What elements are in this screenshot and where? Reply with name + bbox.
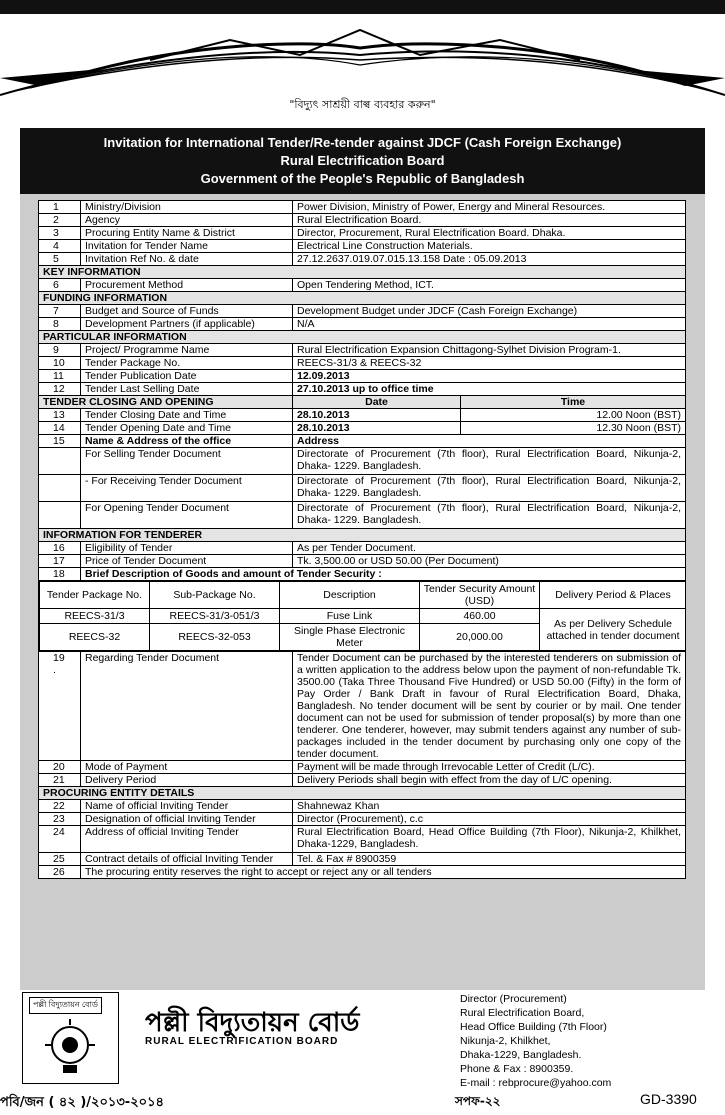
bulb-icon	[23, 993, 118, 1083]
reference-code: সপফ-২২	[455, 1094, 501, 1108]
goods-header-row: Tender Package No. Sub-Package No. Description Tender Security Amount (USD) Delivery Period & Places	[40, 582, 686, 609]
row-value: Rural Electrification Board.	[293, 214, 686, 227]
board-name-english: RURAL ELECTRIFICATION BOARD	[145, 1036, 339, 1047]
table-row: 12 Tender Last Selling Date 27.10.2013 up to office time	[39, 383, 686, 396]
table-row: 4 Invitation for Tender Name Electrical Line Construction Materials.	[39, 240, 686, 253]
goods-row: REECS-32 REECS-32-053 Single Phase Electronic Meter 20,000.00	[40, 624, 686, 651]
tender-table	[38, 200, 686, 879]
row-label: Procuring Entity Name & District	[81, 227, 293, 240]
table-row: 7 Budget and Source of Funds Development Budget under JDCF (Cash Foreign Exchange)	[39, 305, 686, 318]
table-row: For Opening Tender Document Directorate of Procurement (7th floor), Rural Electrification Board, Nikunja-2, Dhaka- 1229. Bangladesh.	[39, 502, 686, 529]
table-row: 21 Delivery Period Delivery Periods shall begin with effect from the day of L/C opening.	[39, 774, 686, 787]
row-value: Electrical Line Construction Materials.	[293, 240, 686, 253]
logo	[22, 992, 119, 1084]
section-heading: PROCURING ENTITY DETAILS	[39, 787, 686, 800]
goods-row: REECS-31/3 REECS-31/3-051/3 Fuse Link 460.00 As per Delivery Schedule attached in tender document	[40, 609, 686, 624]
table-row: For Selling Tender Document Directorate of Procurement (7th floor), Rural Electrification Board, Nikunja-2, Dhaka- 1229. Bangladesh.	[39, 448, 686, 475]
table-row: 15 Name & Address of the office Address	[39, 435, 686, 448]
table-row: 3 Procuring Entity Name & District Director, Procurement, Rural Electrification Board. Dhaka.	[39, 227, 686, 240]
footer	[20, 992, 705, 1092]
table-row: 1 Ministry/Division Power Division, Ministry of Power, Energy and Mineral Resources.	[39, 201, 686, 214]
section-heading: PARTICULAR INFORMATION	[39, 331, 686, 344]
section-heading: KEY INFORMATION	[39, 266, 686, 279]
table-row: 17 Price of Tender Document Tk. 3,500.00 or USD 50.00 (Per Document)	[39, 555, 686, 568]
slogan-text: "বিদ্যুৎ সাশ্রয়ী বাল্ব ব্যবহার করুন"	[289, 98, 436, 111]
decorative-lightning-graphic	[0, 0, 725, 96]
table-row: 6 Procurement Method Open Tendering Method, ICT.	[39, 279, 686, 292]
goods-table	[39, 581, 686, 651]
table-row: 26 The procuring entity reserves the right to accept or reject any or all tenders	[39, 866, 686, 879]
row-value: Director, Procurement, Rural Electrification Board. Dhaka.	[293, 227, 686, 240]
table-row: 20 Mode of Payment Payment will be made through Irrevocable Letter of Credit (L/C).	[39, 761, 686, 774]
title-bar	[20, 128, 705, 194]
header-banner	[0, 0, 725, 125]
table-row: 25 Contract details of official Inviting Tender Tel. & Fax # 8900359	[39, 853, 686, 866]
logo-tag: পল্লী বিদ্যুতায়ন বোর্ড	[29, 997, 102, 1014]
table-row: 24 Address of official Inviting Tender Rural Electrification Board, Head Office Building (7th Floor), Nikunja-2, Khilkhet, Dhaka-1229, Bangladesh.	[39, 826, 686, 853]
row-label: Invitation Ref No. & date	[81, 253, 293, 266]
table-row: 13 Tender Closing Date and Time 28.10.2013 12.00 Noon (BST)	[39, 409, 686, 422]
row-value: 27.12.2637.019.07.015.13.158 Date : 05.09.2013	[293, 253, 686, 266]
row-label: Agency	[81, 214, 293, 227]
table-row: 8 Development Partners (if applicable) N/A	[39, 318, 686, 331]
goods-table-row	[39, 581, 686, 652]
table-row: 18 Brief Description of Goods and amount of Tender Security :	[39, 568, 686, 581]
title-line-3: Government of the People's Republic of Bangladesh	[200, 171, 525, 186]
row-label: Invitation for Tender Name	[81, 240, 293, 253]
row-value: Power Division, Ministry of Power, Energy and Mineral Resources.	[293, 201, 686, 214]
board-name-bangla: পল্লী বিদ্যুতায়ন বোর্ড	[145, 1008, 360, 1038]
title-line-2: Rural Electrification Board	[280, 153, 445, 168]
gd-code: GD-3390	[640, 1091, 697, 1107]
table-row: 10 Tender Package No. REECS-31/3 & REECS-32	[39, 357, 686, 370]
contact-block: Director (Procurement) Rural Electrification Board, Head Office Building (7th Floor) Nikunja-2, Khilkhet, Dhaka-1229, Bangladesh. Phone & Fax : 8900359. E-mail : rebprocure@yahoo.com	[460, 993, 612, 1089]
section-heading: INFORMATION FOR TENDERER	[39, 529, 686, 542]
table-row: 16 Eligibility of Tender As per Tender Document.	[39, 542, 686, 555]
table-row: - For Receiving Tender Document Directorate of Procurement (7th floor), Rural Electrification Board, Nikunja-2, Dhaka- 1229. Bangladesh.	[39, 475, 686, 502]
table-row: 22 Name of official Inviting Tender Shahnewaz Khan	[39, 800, 686, 813]
row-label: Ministry/Division	[81, 201, 293, 214]
table-row: 9 Project/ Programme Name Rural Electrification Expansion Chittagong-Sylhet Division Program-1.	[39, 344, 686, 357]
section-heading: FUNDING INFORMATION	[39, 292, 686, 305]
table-row: 19 . Regarding Tender Document Tender Document can be purchased by the interested tenderers on submission of a written application to the address below upon the payment of non-refundable Tk. 3500.00 (Taka Three Thousand Five Hundred) or USD 50.00 (Fifty) in the form of Pay Order / Bank Draft in favour of Rural Electrification Board, Dhaka, Bangladesh. No tender document will be sent by courier or by mail. One tender document can not be used for submission of tender proposal(s) by more than one tenderer. One tenderer, however, may submit tenders against any number of sub-packages included in the tender document by purchasing only one copy of the tender document.	[39, 652, 686, 761]
table-row: 11 Tender Publication Date 12.09.2013	[39, 370, 686, 383]
section-heading: TENDER CLOSING AND OPENING Date Time	[39, 396, 686, 409]
table-row: 2 Agency Rural Electrification Board.	[39, 214, 686, 227]
title-line-1: Invitation for International Tender/Re-tender against JDCF (Cash Foreign Exchange)	[103, 135, 622, 150]
reference-number: পবি/জন ( ৪২ )/২০১৩-২০১৪	[0, 1095, 164, 1110]
table-row: 5 Invitation Ref No. & date 27.12.2637.019.07.015.13.158 Date : 05.09.2013	[39, 253, 686, 266]
table-row: 23 Designation of official Inviting Tender Director (Procurement), c.c	[39, 813, 686, 826]
table-row: 14 Tender Opening Date and Time 28.10.2013 12.30 Noon (BST)	[39, 422, 686, 435]
